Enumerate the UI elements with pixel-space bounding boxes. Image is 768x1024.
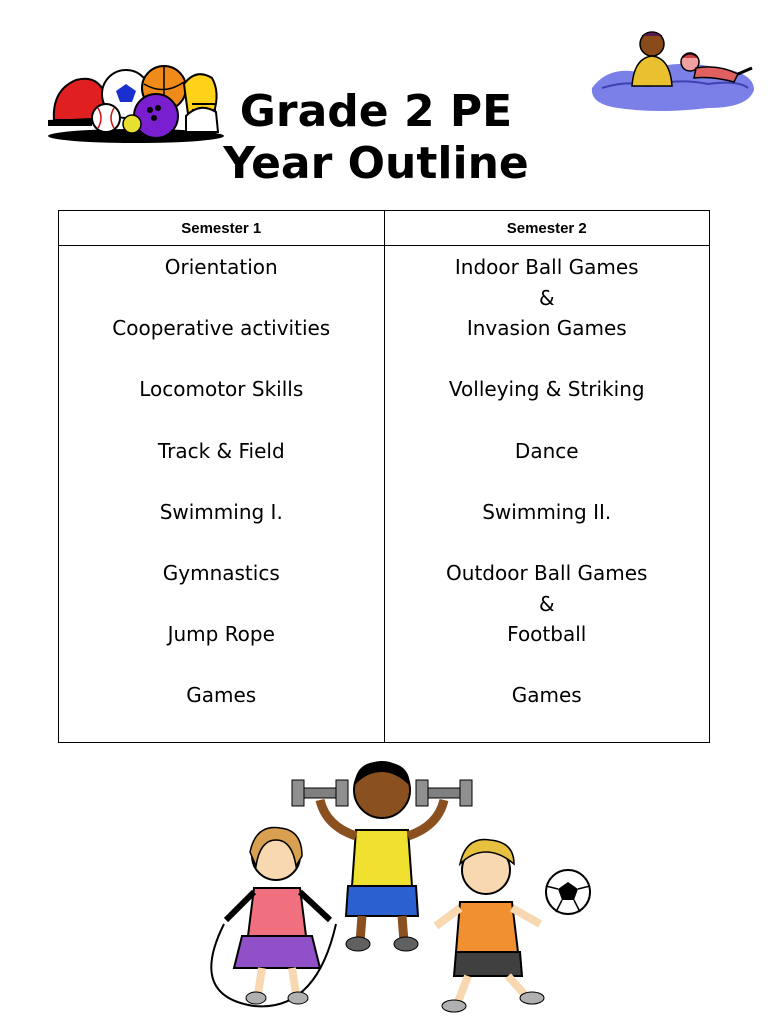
list-item: Volleying & Striking bbox=[448, 377, 645, 402]
list-item: Games bbox=[186, 683, 257, 708]
list-item: Track & Field bbox=[157, 438, 285, 463]
spacer-line bbox=[385, 405, 710, 436]
list-item: Football bbox=[507, 622, 587, 647]
list-item: Gymnastics bbox=[162, 560, 280, 585]
kids-exercising-illustration bbox=[196, 756, 596, 1018]
spacer-line bbox=[59, 405, 384, 436]
spacer-line bbox=[59, 283, 384, 314]
title-line-2: Year Outline bbox=[223, 138, 529, 189]
spacer-line bbox=[385, 527, 710, 558]
table-row bbox=[59, 246, 710, 743]
list-item: Outdoor Ball Games bbox=[446, 560, 648, 585]
list-item: Swimming II. bbox=[482, 499, 612, 524]
semester-1-column bbox=[59, 246, 385, 743]
spacer-line bbox=[385, 650, 710, 681]
year-outline-table bbox=[58, 210, 710, 743]
list-item: Games bbox=[511, 683, 582, 708]
semester-2-column bbox=[384, 246, 710, 743]
table-header-row bbox=[59, 211, 710, 246]
spacer-line bbox=[59, 650, 384, 681]
list-item: Locomotor Skills bbox=[139, 377, 304, 402]
list-item: & bbox=[538, 591, 555, 616]
list-item: Dance bbox=[514, 438, 579, 463]
list-item: Cooperative activities bbox=[112, 316, 331, 341]
spacer-line bbox=[59, 589, 384, 620]
header-semester-1: Semester 1 bbox=[59, 211, 385, 246]
spacer-line bbox=[385, 466, 710, 497]
spacer-line bbox=[59, 344, 384, 375]
header-semester-2: Semester 2 bbox=[384, 211, 710, 246]
spacer-line bbox=[59, 466, 384, 497]
list-item: Jump Rope bbox=[167, 622, 275, 647]
swimming-lesson-illustration bbox=[588, 28, 758, 114]
spacer-line bbox=[59, 527, 384, 558]
list-item: Orientation bbox=[164, 255, 278, 279]
list-item: Swimming I. bbox=[159, 499, 283, 524]
list-item: Indoor Ball Games bbox=[454, 255, 639, 279]
list-item: & bbox=[538, 285, 555, 310]
page-title bbox=[176, 86, 576, 190]
spacer-line bbox=[385, 344, 710, 375]
title-line-1: Grade 2 PE bbox=[239, 86, 513, 137]
list-item: Invasion Games bbox=[466, 316, 627, 341]
